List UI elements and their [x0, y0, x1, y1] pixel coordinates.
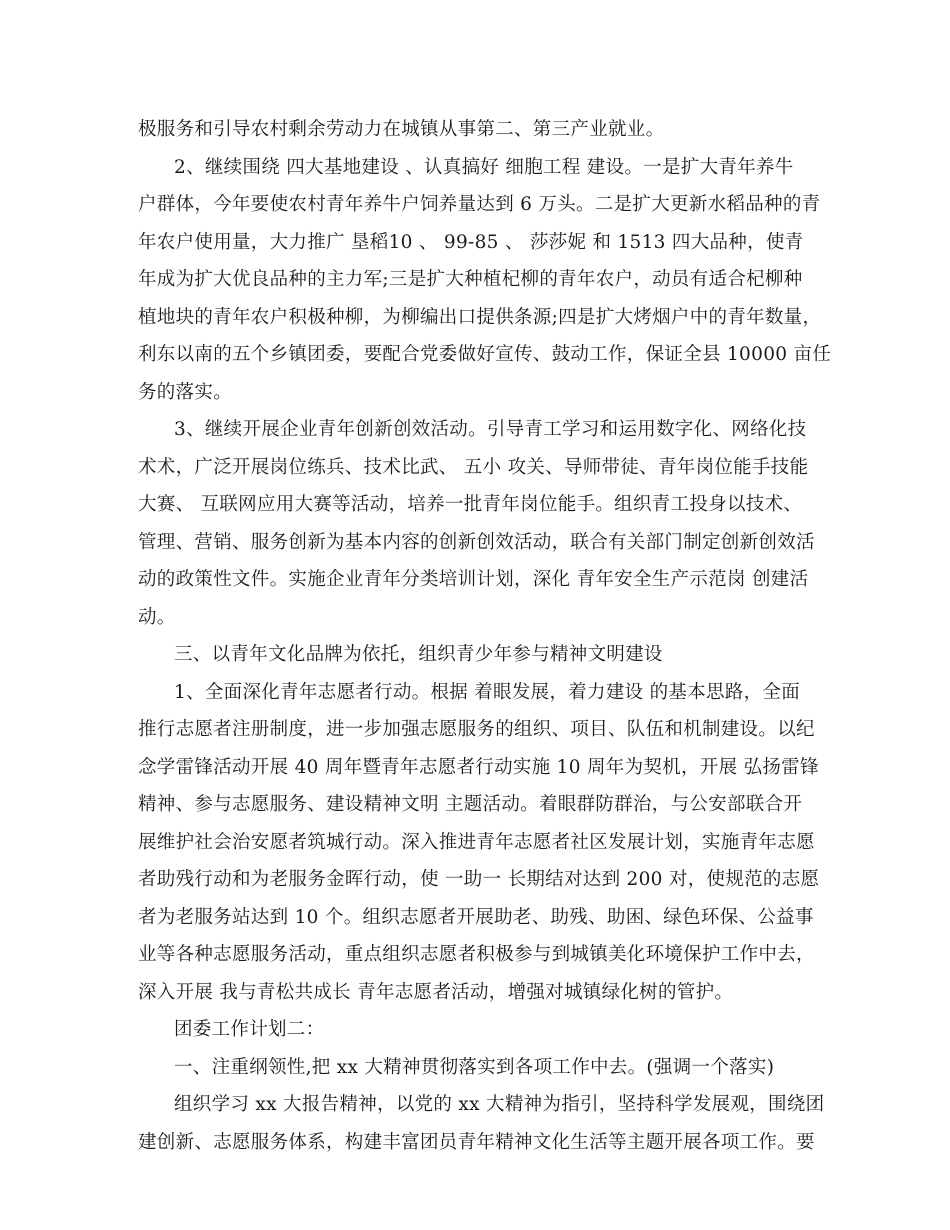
text-line: 2、继续围绕 四大基地建设 、认真搞好 细胞工程 建设。一是扩大青年养牛 — [174, 157, 794, 178]
text-line: 者助残行动和为老服务金晖行动，使 一助一 长期结对达到 200 对，使规范的志愿 — [138, 869, 820, 890]
text-line: 年农户使用量，大力推广 垦稻10 、 99-85 、 莎莎妮 和 1513 四大品种，使青 — [138, 232, 804, 253]
text-line: 者为老服务站达到 10 个。组织志愿者开展助老、助残、助困、绿色环保、公益事 — [138, 907, 814, 928]
text-line: 1、全面深化青年志愿者行动。根据 着眼发展，着力建设 的基本思路，全面 — [174, 682, 801, 703]
section-heading: 三、以青年文化品牌为依托，组织青少年参与精神文明建设 — [174, 644, 663, 665]
text-line: 精神、参与志愿服务、建设精神文明 主题活动。着眼群防群治，与公安部联合开 — [138, 794, 803, 815]
section-heading: 团委工作计划二： — [174, 1019, 325, 1040]
text-line: 极服务和引导农村剩余劳动力在城镇从事第二、第三产业就业。 — [138, 119, 665, 140]
text-line: 术术，广泛开展岗位练兵、技术比武、 五小 攻关、导师带徒、青年岗位能手技能 — [138, 457, 809, 478]
text-line: 深入开展 我与青松共成长 青年志愿者活动，增强对城镇绿化树的管护。 — [138, 982, 734, 1003]
text-line: 植地块的青年农户积极种柳，为柳编出口提供条源;四是扩大烤烟户中的青年数量， — [138, 307, 822, 328]
text-line: 大赛、 互联网应用大赛等活动，培养一批青年岗位能手。组织青工投身以技术、 — [138, 494, 803, 515]
text-line: 户群体，今年要使农村青年养牛户饲养量达到 6 万头。二是扩大更新水稻品种的青 — [138, 194, 821, 215]
section-heading: 一、注重纲领性,把 xx 大精神贯彻落实到各项工作中去。(强调一个落实) — [174, 1057, 775, 1078]
text-line: 建创新、志愿服务体系，构建丰富团员青年精神文化生活等主题开展各项工作。要 — [138, 1132, 815, 1153]
text-line: 业等各种志愿服务活动，重点组织志愿者积极参与到城镇美化环境保护工作中去， — [138, 944, 815, 965]
text-line: 动。 — [138, 607, 176, 628]
text-line: 动的政策性文件。实施企业青年分类培训计划，深化 青年安全生产示范岗 创建活 — [138, 569, 809, 590]
text-line: 3、继续开展企业青年创新创效活动。引导青工学习和运用数字化、网络化技 — [174, 419, 807, 440]
text-line: 利东以南的五个乡镇团委，要配合党委做好宣传、鼓动工作，保证全县 10000 亩任 — [138, 344, 832, 365]
text-line: 年成为扩大优良品种的主力军;三是扩大种植杞柳的青年农户，动员有适合杞柳种 — [138, 269, 803, 290]
text-line: 务的落实。 — [138, 382, 233, 403]
text-line: 组织学习 xx 大报告精神，以党的 xx 大精神为指引，坚持科学发展观，围绕团 — [174, 1094, 825, 1115]
text-line: 管理、营销、服务创新为基本内容的创新创效活动，联合有关部门制定创新创效活 — [138, 532, 815, 553]
text-line: 推行志愿者注册制度，进一步加强志愿服务的组织、项目、队伍和机制建设。以纪 — [138, 719, 815, 740]
text-line: 念学雷锋活动开展 40 周年暨青年志愿者行动实施 10 周年为契机，开展 弘扬雷锋 — [138, 757, 819, 778]
text-line: 展维护社会治安愿者筑城行动。深入推进青年志愿者社区发展计划，实施青年志愿 — [138, 832, 815, 853]
